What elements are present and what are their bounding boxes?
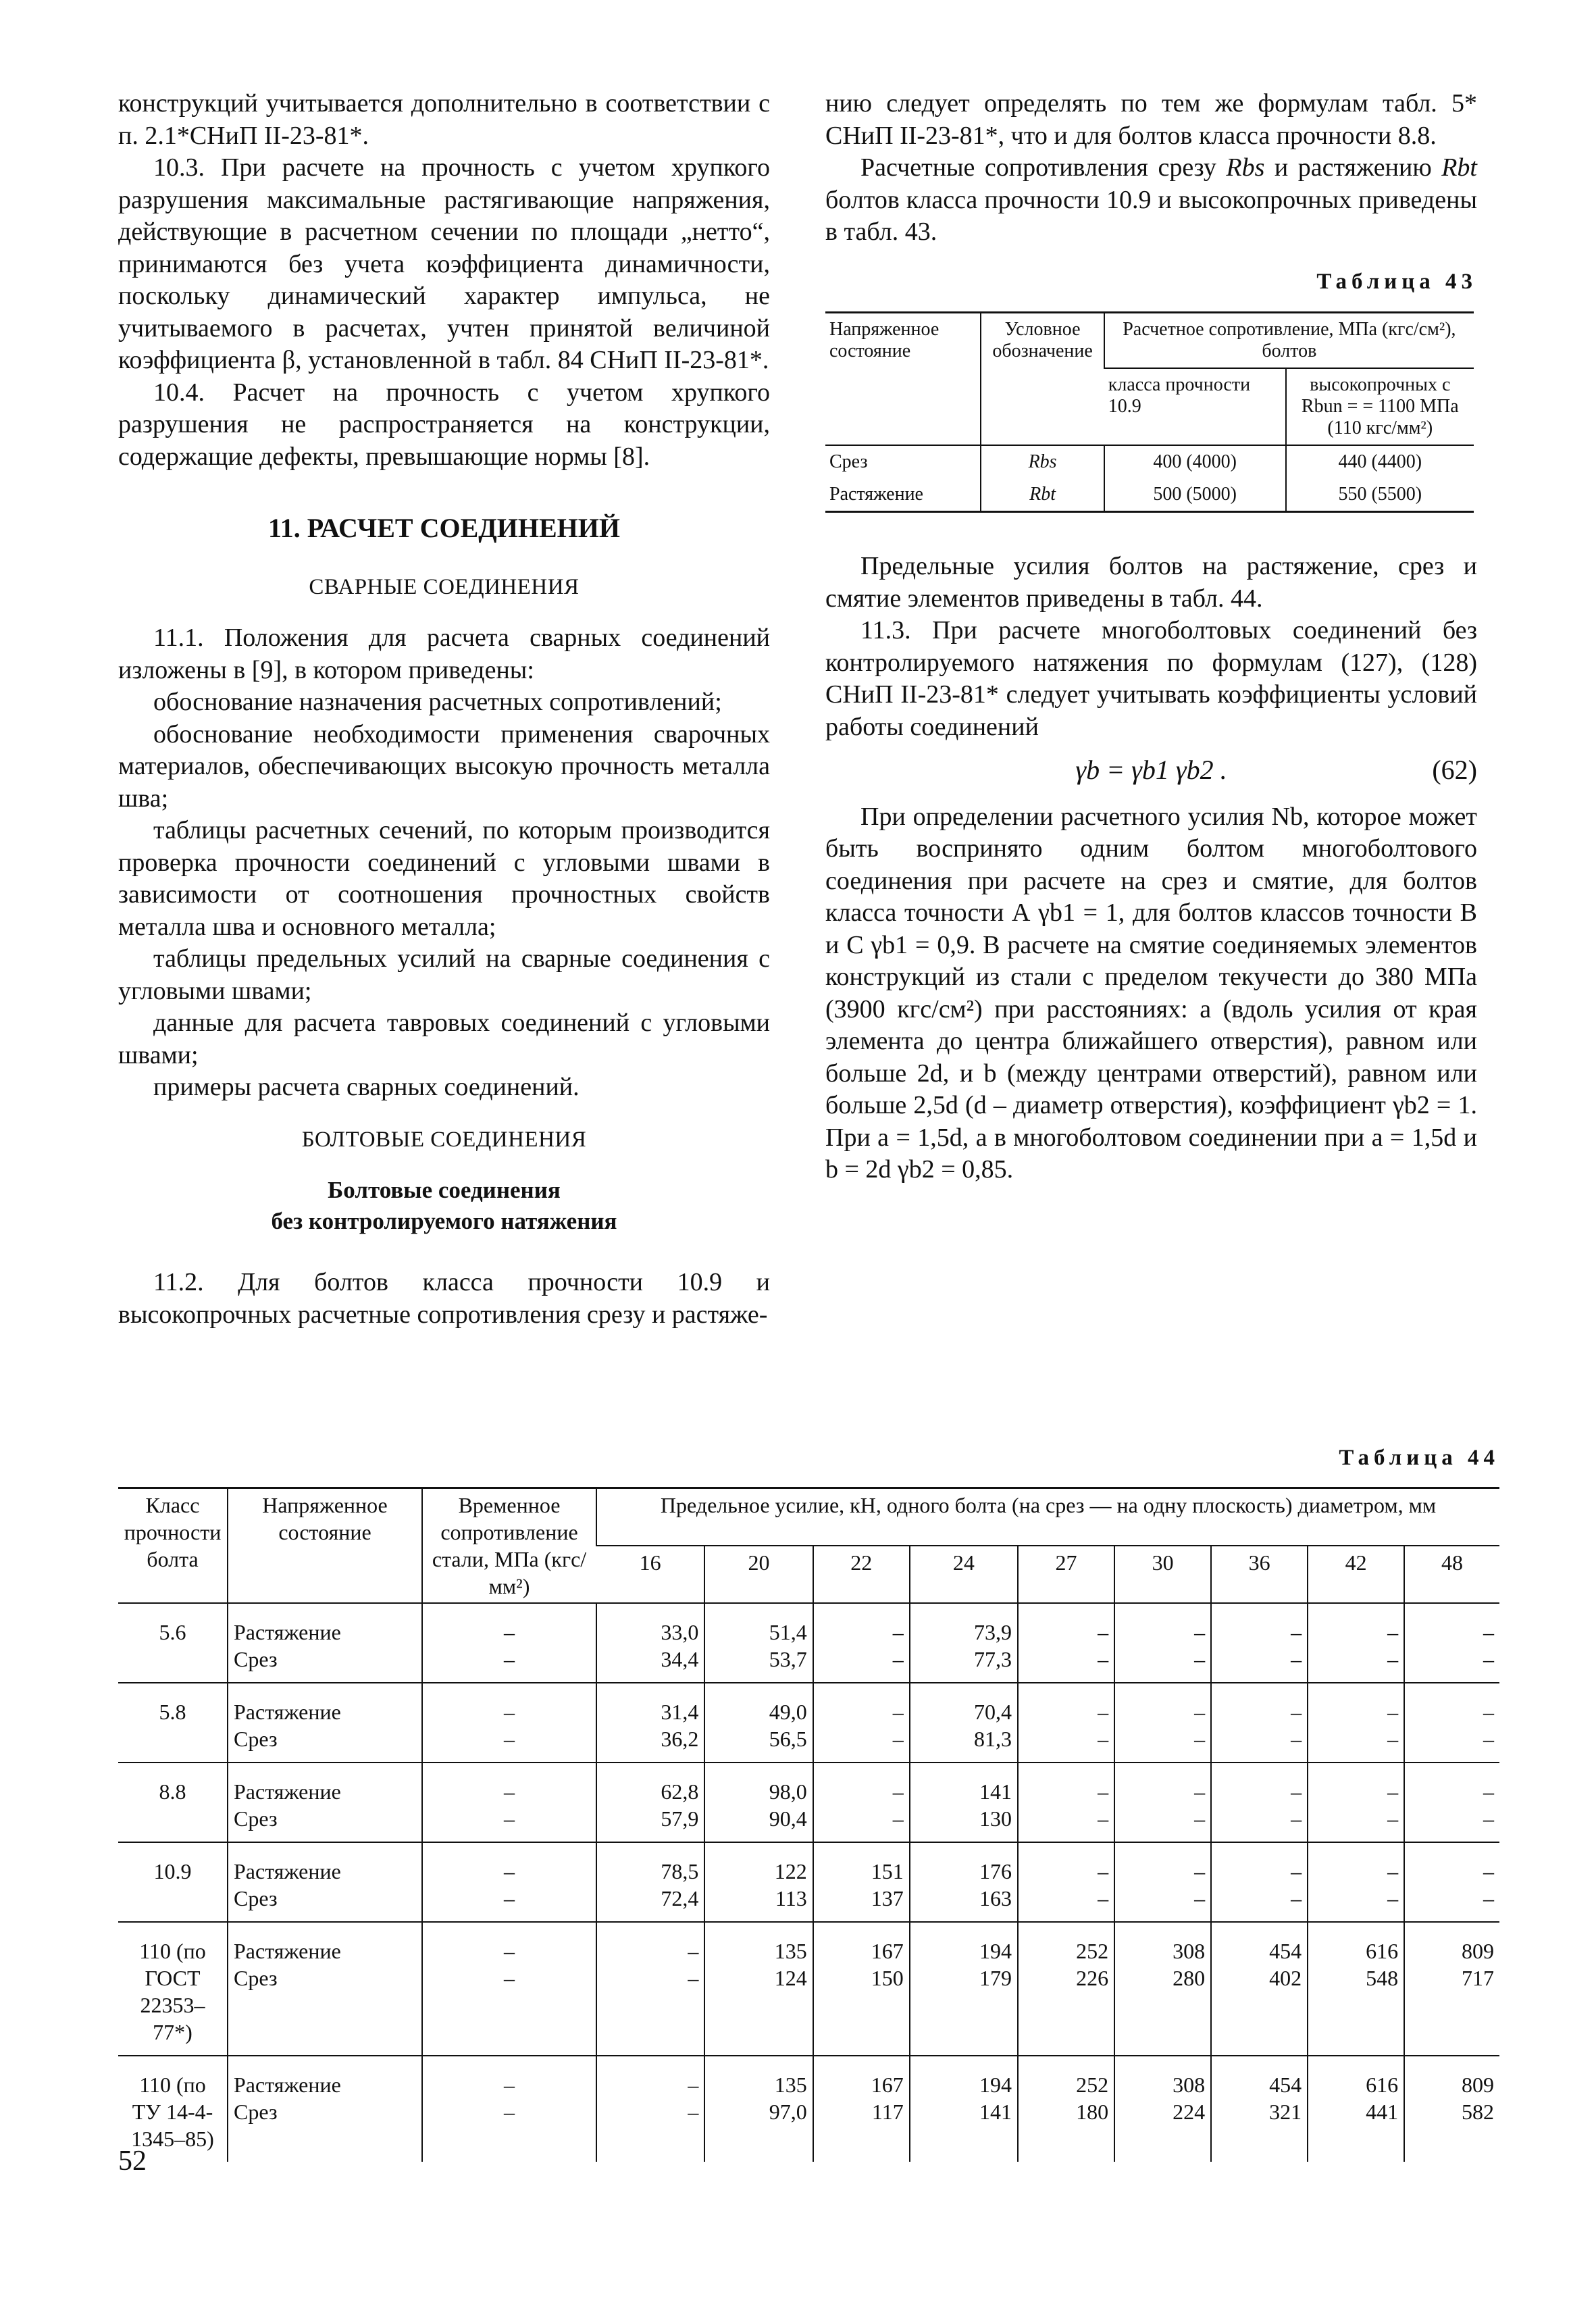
- limit-force-cell: [1308, 1603, 1404, 1683]
- welded-list: [118, 686, 770, 1104]
- limit-force-cell: [813, 1603, 910, 1683]
- cell-line: –: [1387, 1620, 1399, 1644]
- cell-line: –: [504, 1859, 515, 1883]
- bolt-class-cell: [118, 1922, 228, 2056]
- limit-force-cell: [1211, 1683, 1308, 1763]
- diameter-header: 48: [1404, 1546, 1499, 1603]
- bolt-class-cell: [118, 1842, 228, 1922]
- limit-force-cell: [1018, 1763, 1114, 1842]
- limit-force-cell: [596, 2056, 704, 2162]
- limit-force-cell: [1404, 2056, 1499, 2162]
- cell-line: 78,5: [661, 1859, 699, 1883]
- limit-force-cell: [1018, 1842, 1114, 1922]
- table-43-title: Таблица 43: [1316, 269, 1477, 294]
- cell-line: 73,9: [974, 1620, 1012, 1644]
- cell-line: 616: [1366, 2073, 1399, 2097]
- cell-line: –: [892, 1806, 904, 1831]
- limit-force-cell: [1404, 1763, 1499, 1842]
- cell-line: Срез: [234, 1886, 278, 1910]
- list-item: примеры расчета сварных соединений.: [153, 1073, 580, 1101]
- limit-force-cell: [1308, 1842, 1404, 1922]
- cell-line: 90,4: [769, 1806, 807, 1831]
- paragraph-resistance: [825, 152, 1477, 249]
- stress-state-cell: [228, 1763, 422, 1842]
- cell-line: 141: [979, 2100, 1012, 2124]
- cell-line: 454: [1269, 1939, 1302, 1963]
- cell-line: –: [1194, 1700, 1206, 1724]
- formula-62: [825, 754, 1477, 786]
- cell-line: Растяжение: [234, 1939, 341, 1963]
- cell-line: –: [688, 1939, 699, 1963]
- cell-line: 77,3: [974, 1647, 1012, 1671]
- table-44-block: [118, 1446, 1499, 2162]
- limit-force-cell: [1018, 1603, 1114, 1683]
- cell-line: –: [1387, 1859, 1399, 1883]
- cell-line: 8.8: [159, 1779, 186, 1804]
- cell-line: –: [1194, 1859, 1206, 1883]
- stress-state-cell: [228, 1603, 422, 1683]
- cell-line: –: [504, 1700, 515, 1724]
- cell-line: 194: [979, 2073, 1012, 2097]
- cell-line: –: [688, 1966, 699, 1990]
- cell-line: 252: [1076, 1939, 1109, 1963]
- cell-line: –: [504, 1779, 515, 1804]
- cell-line: 176: [979, 1859, 1012, 1883]
- text-run: Расчетные сопротивления срезу: [860, 153, 1227, 182]
- cell-line: 10.9: [153, 1859, 192, 1883]
- cell-line: –: [1291, 1647, 1302, 1671]
- bolt-class-cell: [118, 1683, 228, 1763]
- table-cell: Rbs: [981, 445, 1104, 478]
- limit-force-cell: [704, 1683, 813, 1763]
- bolt-class-cell: [118, 1603, 228, 1683]
- cell-line: 163: [979, 1886, 1012, 1910]
- cell-line: –: [1194, 1886, 1206, 1910]
- symbol-rbs: Rbs: [1226, 153, 1265, 182]
- bolt-class-cell: [118, 1763, 228, 1842]
- cell-line: –: [688, 2073, 699, 2097]
- cell-line: –: [504, 2100, 515, 2124]
- cell-line: 117: [871, 2100, 904, 2124]
- limit-force-cell: [1211, 1922, 1308, 2056]
- paragraph-11-3: 11.3. При расчете многоболтовых соединений без контролируемого натяжения по формулам (127), (128) СНиП II-23-81* следует учитывать коэффициенты условий работы соединений: [825, 616, 1477, 741]
- limit-force-cell: [1114, 1922, 1211, 2056]
- limit-force-cell: [704, 1603, 813, 1683]
- table-header: Предельное усилие, кН, одного болта (на срез — на одну плоскость) диаметром, мм: [596, 1488, 1499, 1546]
- cell-line: 81,3: [974, 1727, 1012, 1751]
- limit-force-cell: [1308, 2056, 1404, 2162]
- paragraph-10-4: 10.4. Расчет на прочность с учетом хрупкого разрушения не распространяется на конструкции, содержащие дефекты, превышающие нормы [8].: [118, 378, 770, 471]
- cell-line: –: [1098, 1886, 1109, 1910]
- limit-force-cell: [1114, 1603, 1211, 1683]
- cell-line: –: [892, 1727, 904, 1751]
- table-row: [118, 1763, 1499, 1842]
- cell-line: 34,4: [661, 1647, 699, 1671]
- cell-line: –: [1098, 1806, 1109, 1831]
- cell-line: –: [1291, 1779, 1302, 1804]
- cell-line: Срез: [234, 1647, 278, 1671]
- limit-force-cell: [704, 1763, 813, 1842]
- cell-line: –: [892, 1700, 904, 1724]
- list-item: обоснование необходимости применения сварочных материалов, обеспечивающих высокую прочность металла шва;: [118, 719, 770, 813]
- cell-line: –: [1291, 1886, 1302, 1910]
- cell-line: –: [504, 1727, 515, 1751]
- stress-state-cell: [228, 1922, 422, 2056]
- limit-force-cell: [704, 1922, 813, 2056]
- table-cell: 440 (4400): [1286, 445, 1474, 478]
- limit-force-cell: [704, 2056, 813, 2162]
- subsection-welded: СВАРНЫЕ СОЕДИНЕНИЯ: [309, 574, 580, 599]
- limit-force-cell: [813, 1683, 910, 1763]
- cell-line: 110 (по ТУ 14-4-1345–85): [131, 2073, 214, 2151]
- cell-line: –: [1291, 1727, 1302, 1751]
- cell-line: Растяжение: [234, 1859, 341, 1883]
- diameter-header: 24: [910, 1546, 1018, 1603]
- limit-force-cell: [596, 1842, 704, 1922]
- tensile-strength-cell: [422, 1763, 596, 1842]
- cell-line: –: [892, 1779, 904, 1804]
- limit-force-cell: [1211, 1603, 1308, 1683]
- cell-line: 321: [1269, 2100, 1302, 2124]
- cell-line: 179: [979, 1966, 1012, 1990]
- table-row: [118, 2056, 1499, 2162]
- table-cell: Rbt: [981, 478, 1104, 512]
- limit-force-cell: [1404, 1922, 1499, 2056]
- limit-force-cell: [813, 1763, 910, 1842]
- limit-force-cell: [596, 1922, 704, 2056]
- paragraph-10-3: 10.3. При расчете на прочность с учетом хрупкого разрушения максимальные растягивающие напряжения, действующие в расчетном сечении по площади „нетто“, принимаются без учета коэффициента динамичности, поскольку динамический характер импульса, не учитываемого в расчетах, учтен принятой величиной коэффициента β, установленной в табл. 84 СНиП II-23-81*.: [118, 153, 770, 374]
- limit-force-cell: [813, 1922, 910, 2056]
- cell-line: 194: [979, 1939, 1012, 1963]
- cell-line: 616: [1366, 1939, 1399, 1963]
- stress-state-cell: [228, 1842, 422, 1922]
- cell-line: –: [892, 1620, 904, 1644]
- cell-line: 122: [774, 1859, 807, 1883]
- cell-line: –: [1098, 1727, 1109, 1751]
- diameter-header: 42: [1308, 1546, 1404, 1603]
- cell-line: 70,4: [974, 1700, 1012, 1724]
- table-header: Напряженное состояние: [228, 1488, 422, 1604]
- limit-force-cell: [1018, 1922, 1114, 2056]
- left-column: [118, 88, 770, 1331]
- table-header: класса прочности 10.9: [1104, 368, 1286, 445]
- cell-line: –: [1194, 1779, 1206, 1804]
- limit-force-cell: [596, 1603, 704, 1683]
- cell-line: –: [504, 1886, 515, 1910]
- cell-line: –: [1291, 1806, 1302, 1831]
- cell-line: –: [1194, 1727, 1206, 1751]
- cell-line: Срез: [234, 2100, 278, 2124]
- cell-line: –: [504, 1620, 515, 1644]
- cell-line: 454: [1269, 2073, 1302, 2097]
- cell-line: 124: [774, 1966, 807, 1990]
- cell-line: Срез: [234, 1727, 278, 1751]
- limit-force-cell: [1114, 1683, 1211, 1763]
- section-title: 11. РАСЧЕТ СОЕДИНЕНИЙ: [267, 513, 621, 543]
- tensile-strength-cell: [422, 2056, 596, 2162]
- cell-line: 308: [1173, 2073, 1206, 2097]
- table-43: [825, 311, 1474, 513]
- cell-line: –: [1387, 1806, 1399, 1831]
- cell-line: –: [1483, 1886, 1494, 1910]
- cell-line: –: [504, 1966, 515, 1990]
- cell-line: –: [1098, 1620, 1109, 1644]
- cell-line: –: [1194, 1647, 1206, 1671]
- table-header: высокопрочных с Rbun = = 1100 МПа (110 кгс/мм²): [1286, 368, 1474, 445]
- limit-force-cell: [1114, 2056, 1211, 2162]
- cell-line: 180: [1076, 2100, 1109, 2124]
- limit-force-cell: [1308, 1683, 1404, 1763]
- limit-force-cell: [1404, 1842, 1499, 1922]
- subheading-line: Болтовые соединения: [328, 1177, 561, 1203]
- limit-force-cell: [1211, 1842, 1308, 1922]
- cell-line: 167: [871, 2073, 904, 2097]
- stress-state-cell: [228, 1683, 422, 1763]
- formula-number: (62): [1432, 755, 1477, 785]
- cell-line: 224: [1173, 2100, 1206, 2124]
- table-header: Условное обозначение: [981, 313, 1104, 446]
- cell-line: 98,0: [769, 1779, 807, 1804]
- table-cell: Растяжение: [825, 478, 981, 512]
- cell-line: –: [1098, 1779, 1109, 1804]
- paragraph: Предельные усилия болтов на растяжение, срез и смятие элементов приведены в табл. 44.: [825, 552, 1477, 613]
- page-number: 52: [118, 2146, 147, 2177]
- limit-force-cell: [910, 2056, 1018, 2162]
- cell-line: –: [688, 2100, 699, 2124]
- cell-line: 252: [1076, 2073, 1109, 2097]
- cell-line: –: [1291, 1700, 1302, 1724]
- limit-force-cell: [813, 1842, 910, 1922]
- cell-line: 308: [1173, 1939, 1206, 1963]
- cell-line: 809: [1462, 2073, 1494, 2097]
- cell-line: Срез: [234, 1966, 278, 1990]
- cell-line: 135: [774, 2073, 807, 2097]
- cell-line: Растяжение: [234, 1700, 341, 1724]
- subheading-line: без контролируемого натяжения: [271, 1208, 617, 1234]
- list-item: обоснование назначения расчетных сопротивлений;: [153, 688, 722, 716]
- subsection-bolted-no-tension: [118, 1175, 770, 1237]
- formula-expression: γb = γb1 γb2 .: [1075, 755, 1227, 785]
- cell-line: –: [1483, 1779, 1494, 1804]
- limit-force-cell: [910, 1603, 1018, 1683]
- cell-line: Срез: [234, 1806, 278, 1831]
- table-row: [118, 1603, 1499, 1683]
- cell-line: –: [504, 1939, 515, 1963]
- cell-line: 36,2: [661, 1727, 699, 1751]
- limit-force-cell: [1114, 1763, 1211, 1842]
- cell-line: 137: [871, 1886, 904, 1910]
- cell-line: –: [1387, 1700, 1399, 1724]
- tensile-strength-cell: [422, 1922, 596, 2056]
- limit-force-cell: [1308, 1922, 1404, 2056]
- limit-force-cell: [910, 1922, 1018, 2056]
- cell-line: 49,0: [769, 1700, 807, 1724]
- cell-line: –: [504, 1806, 515, 1831]
- paragraph: нию следует определять по тем же формулам табл. 5* СНиП II-23-81*, что и для болтов класса прочности 8.8.: [825, 89, 1477, 150]
- limit-force-cell: [910, 1842, 1018, 1922]
- cell-line: 717: [1462, 1966, 1494, 1990]
- table-header: Расчетное сопротивление, МПа (кгс/см²), болтов: [1104, 313, 1474, 369]
- cell-line: –: [1194, 1806, 1206, 1831]
- cell-line: 809: [1462, 1939, 1494, 1963]
- cell-line: –: [1098, 1700, 1109, 1724]
- table-row: [825, 445, 1474, 478]
- limit-force-cell: [1018, 2056, 1114, 2162]
- paragraph: конструкций учитывается дополнительно в соответствии с п. 2.1*СНиП II-23-81*.: [118, 89, 770, 150]
- tensile-strength-cell: [422, 1842, 596, 1922]
- tensile-strength-cell: [422, 1683, 596, 1763]
- cell-line: 57,9: [661, 1806, 699, 1831]
- cell-line: 548: [1366, 1966, 1399, 1990]
- cell-line: –: [1387, 1647, 1399, 1671]
- limit-force-cell: [596, 1683, 704, 1763]
- limit-force-cell: [704, 1842, 813, 1922]
- cell-line: 130: [979, 1806, 1012, 1831]
- limit-force-cell: [596, 1763, 704, 1842]
- cell-line: 113: [775, 1886, 807, 1910]
- cell-line: –: [1483, 1700, 1494, 1724]
- limit-force-cell: [1211, 2056, 1308, 2162]
- cell-line: 141: [979, 1779, 1012, 1804]
- limit-force-cell: [910, 1763, 1018, 1842]
- cell-line: 97,0: [769, 2100, 807, 2124]
- table-row: [825, 478, 1474, 512]
- paragraph-11-2: 11.2. Для болтов класса прочности 10.9 и высокопрочных расчетные сопротивления срезу и растяже-: [118, 1268, 770, 1329]
- cell-line: 280: [1173, 1966, 1206, 1990]
- table-cell: 500 (5000): [1104, 478, 1286, 512]
- limit-force-cell: [813, 2056, 910, 2162]
- cell-line: –: [1291, 1859, 1302, 1883]
- limit-force-cell: [1018, 1683, 1114, 1763]
- cell-line: –: [1387, 1779, 1399, 1804]
- limit-force-cell: [1211, 1763, 1308, 1842]
- cell-line: Растяжение: [234, 2073, 341, 2097]
- cell-line: 135: [774, 1939, 807, 1963]
- table-cell: Срез: [829, 451, 868, 472]
- table-row: [118, 1842, 1499, 1922]
- cell-line: –: [1483, 1806, 1494, 1831]
- cell-line: 150: [871, 1966, 904, 1990]
- paragraph: При определении расчетного усилия Nb, которое может быть воспринято одним болтом многоболтового соединения при расчете на срез и смятие, для болтов класса точности А γb1 = 1, для болтов классов точности В и С γb1 = 0,9. В расчете на смятие соединяемых элементов конструкций из стали с пределом текучести до 380 МПа (3900 кгс/см²) при расстояниях: a (вдоль усилия от края элемента до центра ближайшего отверстия), равном или больше 2d, и b (между центрами отверстий), равном или больше 2,5d (d – диаметр отверстия), коэффициент γb2 = 1. При a = 1,5d, а в многоболтовом соединении при a = 1,5d и b = 2d γb2 = 0,85.: [825, 802, 1478, 1184]
- table-row: [118, 1922, 1499, 2056]
- cell-line: 33,0: [661, 1620, 699, 1644]
- diameter-header: 16: [596, 1546, 704, 1603]
- cell-line: –: [1483, 1859, 1494, 1883]
- cell-line: 62,8: [661, 1779, 699, 1804]
- cell-line: 110 (по ГОСТ 22353–77*): [139, 1939, 206, 2044]
- table-44-body: [118, 1603, 1499, 2162]
- cell-line: –: [504, 1647, 515, 1671]
- cell-line: 226: [1076, 1966, 1109, 1990]
- cell-line: –: [892, 1647, 904, 1671]
- list-item: данные для расчета тавровых соединений с угловыми швами;: [118, 1009, 770, 1069]
- table-row: [118, 1683, 1499, 1763]
- cell-line: 31,4: [661, 1700, 699, 1724]
- table-44: [118, 1487, 1499, 2162]
- cell-line: Растяжение: [234, 1620, 341, 1644]
- subsection-bolted: БОЛТОВЫЕ СОЕДИНЕНИЯ: [301, 1127, 587, 1152]
- limit-force-cell: [1404, 1683, 1499, 1763]
- cell-line: 151: [871, 1859, 904, 1883]
- cell-line: Растяжение: [234, 1779, 341, 1804]
- cell-line: 441: [1366, 2100, 1399, 2124]
- text-run: болтов класса прочности 10.9 и высокопрочных приведены в табл. 43.: [825, 185, 1477, 246]
- right-column: [825, 88, 1477, 1186]
- cell-line: 53,7: [769, 1647, 807, 1671]
- diameter-header: 20: [704, 1546, 813, 1603]
- cell-line: 51,4: [769, 1620, 807, 1644]
- table-cell: 400 (4000): [1104, 445, 1286, 478]
- text-run: и растяжению: [1264, 153, 1442, 182]
- cell-line: –: [1387, 1886, 1399, 1910]
- cell-line: –: [1098, 1647, 1109, 1671]
- paragraph-11-1: 11.1. Положения для расчета сварных соединений изложены в [9], в котором приведены:: [118, 624, 770, 684]
- diameter-header: 22: [813, 1546, 910, 1603]
- cell-line: –: [1098, 1859, 1109, 1883]
- cell-line: 5.6: [159, 1620, 186, 1644]
- cell-line: –: [1291, 1620, 1302, 1644]
- cell-line: –: [1483, 1620, 1494, 1644]
- diameter-header: 30: [1114, 1546, 1211, 1603]
- cell-line: 582: [1462, 2100, 1494, 2124]
- cell-line: 167: [871, 1939, 904, 1963]
- table-header: Класс прочности болта: [118, 1488, 228, 1604]
- cell-line: –: [1387, 1727, 1399, 1751]
- table-header: Временное сопротивление стали, МПа (кгс/мм²): [422, 1488, 596, 1604]
- tensile-strength-cell: [422, 1603, 596, 1683]
- stress-state-cell: [228, 2056, 422, 2162]
- table-header: Напряженное состояние: [825, 313, 981, 446]
- cell-line: 402: [1269, 1966, 1302, 1990]
- cell-line: 5.8: [159, 1700, 186, 1724]
- limit-force-cell: [1308, 1763, 1404, 1842]
- cell-line: –: [1194, 1620, 1206, 1644]
- cell-line: 56,5: [769, 1727, 807, 1751]
- list-item: таблицы предельных усилий на сварные соединения с угловыми швами;: [118, 944, 770, 1005]
- cell-line: –: [1483, 1727, 1494, 1751]
- list-item: таблицы расчетных сечений, по которым производится проверка прочности соединений с угловыми швами в зависимости от соотношения прочностных свойств металла шва и основного металла;: [118, 816, 770, 941]
- diameter-header: 36: [1211, 1546, 1308, 1603]
- cell-line: –: [504, 2073, 515, 2097]
- cell-line: –: [1483, 1647, 1494, 1671]
- diameter-header: 27: [1018, 1546, 1114, 1603]
- table-44-title: Таблица 44: [1339, 1446, 1499, 1470]
- table-cell: 550 (5500): [1286, 478, 1474, 512]
- limit-force-cell: [1114, 1842, 1211, 1922]
- limit-force-cell: [910, 1683, 1018, 1763]
- limit-force-cell: [1404, 1603, 1499, 1683]
- cell-line: 72,4: [661, 1886, 699, 1910]
- symbol-rbt: Rbt: [1441, 153, 1477, 182]
